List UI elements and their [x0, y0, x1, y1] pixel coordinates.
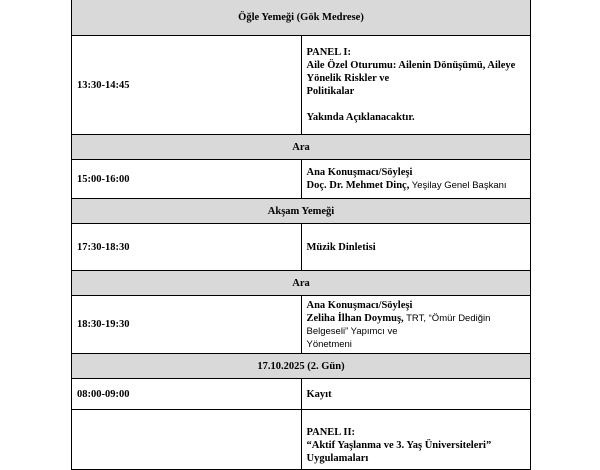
speaker2-row — [72, 296, 531, 354]
speaker2-role: Ana Konuşmacı/Söyleşi — [306, 299, 413, 311]
panel2-row — [72, 410, 531, 470]
panel1-row — [72, 36, 531, 135]
schedule-table — [71, 0, 531, 470]
panel1-title: PANEL I: — [306, 47, 351, 58]
panel2-title: PANEL II: — [306, 427, 356, 438]
break-row — [72, 135, 531, 160]
registration-row — [72, 379, 531, 410]
break-label: Ara — [72, 135, 531, 160]
music-row — [72, 224, 531, 271]
dinner-row — [72, 199, 531, 224]
speaker2-affiliation-line2: Yönetmeni — [306, 338, 352, 350]
spacer — [307, 98, 525, 111]
speaker2-name: Zeliha İlhan Doymuş, — [306, 312, 404, 324]
day2-label: 17.10.2025 (2. Gün) — [72, 354, 531, 379]
break-label: Ara — [72, 271, 531, 296]
speaker2-content — [301, 296, 531, 354]
panel1-line2: Politikalar — [306, 86, 355, 97]
speaker1-content — [301, 160, 531, 199]
speaker1-row — [72, 160, 531, 199]
speaker1-time: 15:00-16:00 — [72, 160, 302, 199]
speaker1-name: Doç. Dr. Mehmet Dinç, — [306, 180, 410, 191]
dinner-label: Akşam Yemeği — [72, 199, 531, 224]
panel2-time — [72, 410, 302, 470]
lunch-label: Öğle Yemeği (Gök Medrese) — [72, 0, 531, 36]
panel2-content — [301, 410, 531, 470]
registration-label: Kayıt — [301, 379, 531, 410]
day2-row — [72, 354, 531, 379]
panel1-content — [301, 36, 531, 135]
music-label: Müzik Dinletisi — [301, 224, 531, 271]
speaker2-time: 18:30-19:30 — [72, 296, 302, 354]
speaker2-affiliation-line1: TRT, “Ömür Dediğin Belgeseli” Yapımcı ve — [306, 312, 491, 337]
registration-time: 08:00-09:00 — [72, 379, 302, 410]
panel1-line1: Aile Özel Oturumu: Ailenin Dönüşümü, Aileye Yönelik Riskler ve — [306, 60, 516, 84]
panel1-time: 13:30-14:45 — [72, 36, 302, 135]
music-time: 17:30-18:30 — [72, 224, 302, 271]
panel1-note: Yakında Açıklanacaktır. — [306, 112, 415, 123]
break-row — [72, 271, 531, 296]
speaker1-affiliation: Yeşilay Genel Başkanı — [409, 180, 507, 191]
lunch-row — [72, 0, 531, 36]
speaker1-role: Ana Konuşmacı/Söyleşi — [306, 167, 413, 178]
panel2-subtitle: “Aktif Yaşlanma ve 3. Yaş Üniversiteleri” Uygulamaları — [306, 440, 492, 464]
